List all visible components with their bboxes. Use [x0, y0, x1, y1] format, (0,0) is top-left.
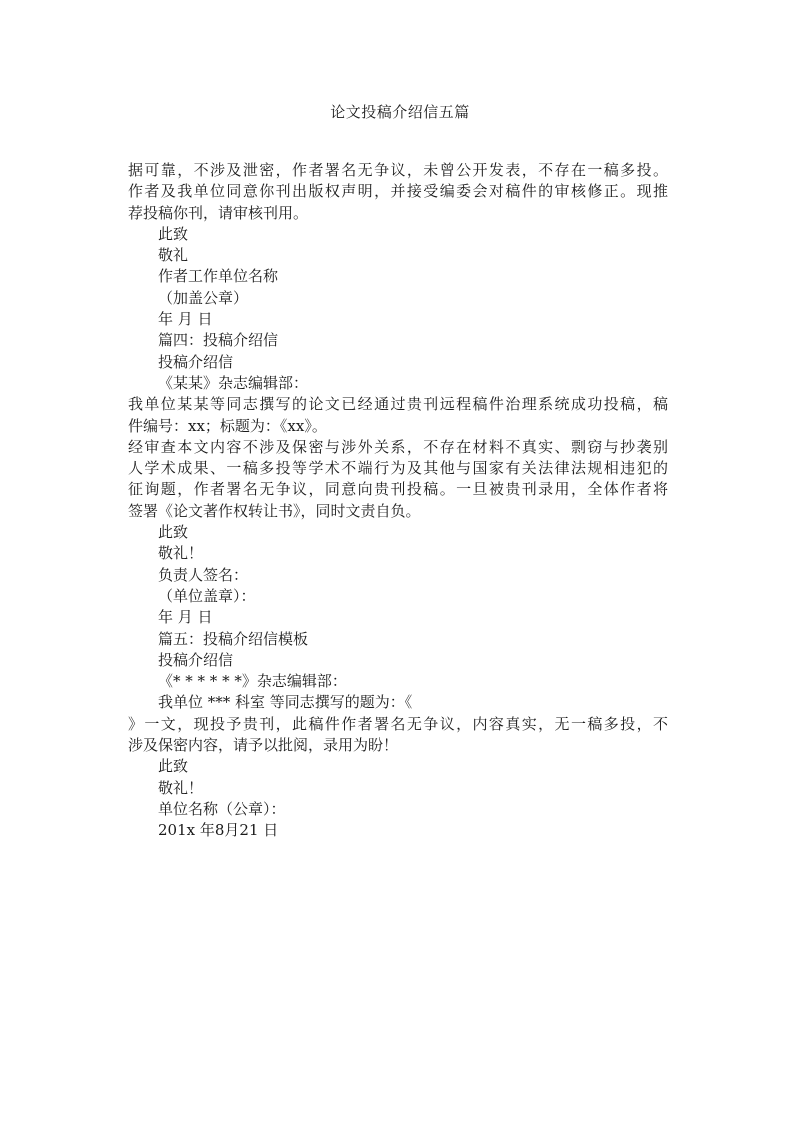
body-line: 投稿介绍信: [158, 352, 234, 371]
body-line: 涉及保密内容，请予以批阅，录用为盼！: [128, 736, 399, 755]
body-line: 敬礼！: [158, 778, 204, 797]
section-heading: 篇五：投稿介绍信模板: [158, 629, 309, 648]
body-line: 征询题，作者署名无争议，同意向贵刊投稿。一旦被贵刊录用，全体作者将: [128, 480, 668, 499]
body-line: 此致: [158, 523, 189, 542]
section-heading: 篇四：投稿介绍信: [158, 331, 279, 350]
body-line: 《某某》杂志编辑部：: [158, 373, 309, 392]
body-line: 》一文，现投予贵刊，此稿件作者署名无争议，内容真实，无一稿多投，不: [128, 714, 668, 733]
body-line: 人学术成果、一稿多投等学术不端行为及其他与国家有关法律法规相违犯的: [128, 459, 668, 478]
body-line: 据可靠，不涉及泄密，作者署名无争议，未曾公开发表，不存在一稿多投。: [128, 161, 668, 179]
body-line: （单位盖章）：: [158, 586, 256, 605]
body-line: 此致: [158, 224, 189, 243]
body-line: 负责人签名：: [158, 565, 249, 584]
body-line: 签署《论文著作权转让书》，同时文责自负。: [128, 501, 421, 520]
body-line: 件编号：xx；标题为：《xx》。: [128, 416, 327, 435]
document-body: [128, 160, 668, 842]
body-line: 敬礼: [158, 246, 189, 265]
body-line: 我单位某某等同志撰写的论文已经通过贵刊远程稿件治理系统成功投稿，稿: [128, 395, 668, 414]
body-line: 此致: [158, 757, 189, 776]
body-line: 作者工作单位名称: [158, 267, 279, 286]
body-line: 年 月 日: [158, 608, 213, 627]
body-line: 投稿介绍信: [158, 650, 234, 669]
date-line: 201x 年8月21 日: [158, 821, 279, 840]
body-line: 单位名称（公章）：: [158, 799, 286, 818]
document-title: 论文投稿介绍信五篇: [330, 103, 470, 121]
body-line: （加盖公章）: [158, 288, 249, 307]
body-line: 敬礼！: [158, 544, 204, 563]
body-line: 作者及我单位同意你刊出版权声明，并接受编委会对稿件的审核修正。现推: [128, 182, 668, 201]
body-line: 经审查本文内容不涉及保密与涉外关系，不存在材料不真实、剽窃与抄袭别: [128, 437, 668, 456]
body-line: 荐投稿你刊，请审核刊用。: [128, 203, 309, 222]
body-line: 我单位 *** 科室 等同志撰写的题为：《: [158, 693, 413, 712]
body-line: 年 月 日: [158, 310, 213, 329]
body-line: 《* * * * * *》杂志编辑部：: [158, 672, 347, 691]
